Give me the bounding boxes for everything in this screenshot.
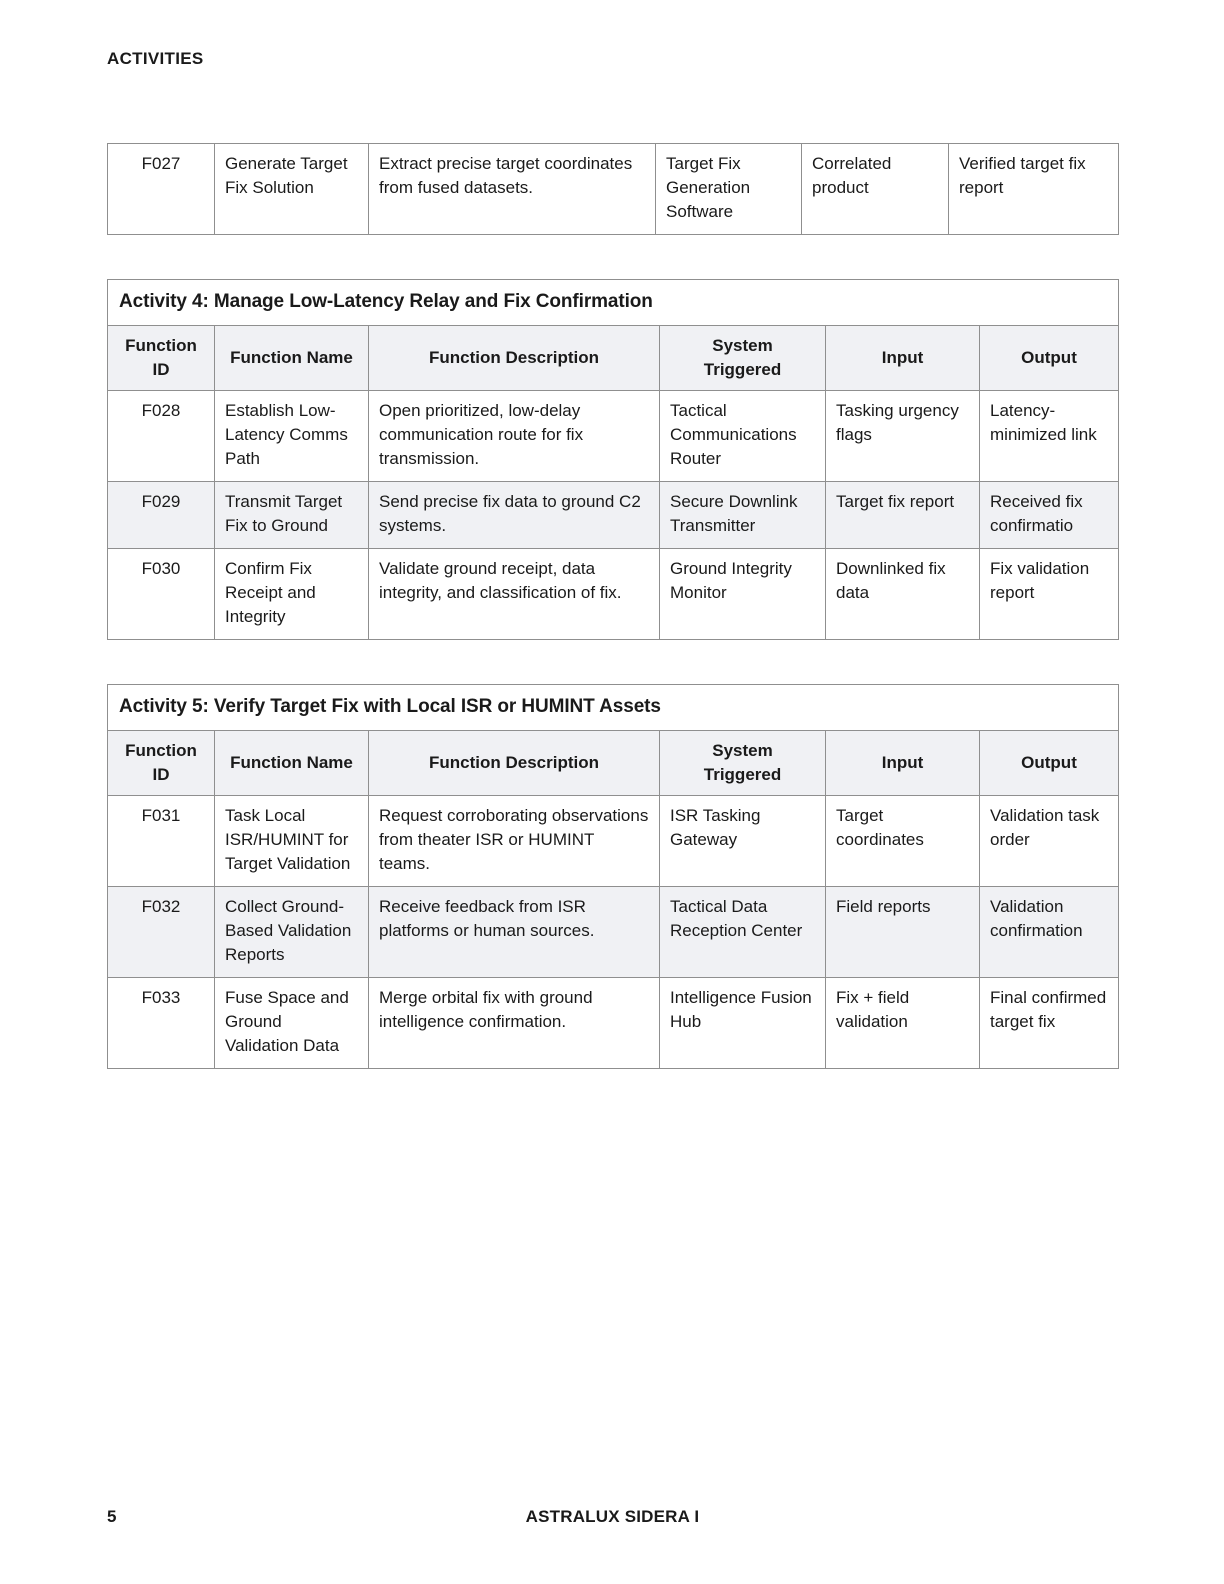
column-header-input: Input xyxy=(826,731,980,796)
function-id-cell: F031 xyxy=(108,796,215,887)
system-triggered-cell: Tactical Communications Router xyxy=(660,391,826,482)
function-description-cell: Open prioritized, low-delay communication route for fix transmission. xyxy=(369,391,660,482)
table-row xyxy=(108,549,1119,640)
input-cell: Field reports xyxy=(826,887,980,978)
input-cell: Tasking urgency flags xyxy=(826,391,980,482)
activity-table-4 xyxy=(107,279,1119,640)
function-name-cell: Confirm Fix Receipt and Integrity xyxy=(215,549,369,640)
page-section-header: ACTIVITIES xyxy=(107,49,204,68)
column-header-system-triggered: System Triggered xyxy=(660,326,826,391)
activity-title-row xyxy=(108,685,1119,731)
function-description-cell: Send precise fix data to ground C2 systems. xyxy=(369,482,660,549)
tables-container xyxy=(107,143,1118,1069)
input-cell: Target coordinates xyxy=(826,796,980,887)
function-id-cell: F029 xyxy=(108,482,215,549)
column-header-function-name: Function Name xyxy=(215,731,369,796)
function-description-cell: Request corroborating observations from theater ISR or HUMINT teams. xyxy=(369,796,660,887)
function-id-cell: F030 xyxy=(108,549,215,640)
function-name-cell: Fuse Space and Ground Validation Data xyxy=(215,978,369,1069)
system-triggered-cell: Ground Integrity Monitor xyxy=(660,549,826,640)
column-header-output: Output xyxy=(980,326,1119,391)
function-id-cell: F033 xyxy=(108,978,215,1069)
table-row xyxy=(108,978,1119,1069)
function-id-cell: F027 xyxy=(108,144,215,235)
column-header-output: Output xyxy=(980,731,1119,796)
system-triggered-cell: Target Fix Generation Software xyxy=(656,144,802,235)
table-row xyxy=(108,391,1119,482)
column-header-input: Input xyxy=(826,326,980,391)
column-header-function-name: Function Name xyxy=(215,326,369,391)
input-cell: Target fix report xyxy=(826,482,980,549)
output-cell: Fix validation report xyxy=(980,549,1119,640)
function-name-cell: Establish Low-Latency Comms Path xyxy=(215,391,369,482)
function-description-cell: Extract precise target coordinates from fused datasets. xyxy=(369,144,656,235)
page-footer xyxy=(107,1507,1118,1527)
output-cell: Received fix confirmatio xyxy=(980,482,1119,549)
function-description-cell: Receive feedback from ISR platforms or human sources. xyxy=(369,887,660,978)
column-header-system-triggered: System Triggered xyxy=(660,731,826,796)
function-description-cell: Merge orbital fix with ground intelligence confirmation. xyxy=(369,978,660,1069)
function-name-cell: Task Local ISR/HUMINT for Target Validation xyxy=(215,796,369,887)
footer-doc-title: ASTRALUX SIDERA I xyxy=(525,1507,700,1526)
function-id-cell: F028 xyxy=(108,391,215,482)
output-cell: Final confirmed target fix xyxy=(980,978,1119,1069)
system-triggered-cell: Secure Downlink Transmitter xyxy=(660,482,826,549)
column-header-function-id: Function ID xyxy=(108,326,215,391)
function-name-cell: Collect Ground-Based Validation Reports xyxy=(215,887,369,978)
activity-table-title: Activity 5: Verify Target Fix with Local ISR or HUMINT Assets xyxy=(108,685,1119,731)
function-name-cell: Transmit Target Fix to Ground xyxy=(215,482,369,549)
input-cell: Correlated product xyxy=(802,144,949,235)
column-header-function-id: Function ID xyxy=(108,731,215,796)
system-triggered-cell: Intelligence Fusion Hub xyxy=(660,978,826,1069)
system-triggered-cell: Tactical Data Reception Center xyxy=(660,887,826,978)
activity-title-row xyxy=(108,280,1119,326)
input-cell: Downlinked fix data xyxy=(826,549,980,640)
table-row xyxy=(108,887,1119,978)
function-id-cell: F032 xyxy=(108,887,215,978)
function-description-cell: Validate ground receipt, data integrity, and classification of fix. xyxy=(369,549,660,640)
column-header-row xyxy=(108,731,1119,796)
column-header-function-description: Function Description xyxy=(369,731,660,796)
page-number: 5 xyxy=(107,1507,117,1526)
activity-table-5 xyxy=(107,684,1119,1069)
output-cell: Validation confirmation xyxy=(980,887,1119,978)
column-header-row xyxy=(108,326,1119,391)
system-triggered-cell: ISR Tasking Gateway xyxy=(660,796,826,887)
function-name-cell: Generate Target Fix Solution xyxy=(215,144,369,235)
continuation-table xyxy=(107,143,1119,235)
output-cell: Validation task order xyxy=(980,796,1119,887)
output-cell: Latency-minimized link xyxy=(980,391,1119,482)
activity-table-title: Activity 4: Manage Low-Latency Relay and Fix Confirmation xyxy=(108,280,1119,326)
table-row xyxy=(108,796,1119,887)
input-cell: Fix + field validation xyxy=(826,978,980,1069)
table-row xyxy=(108,482,1119,549)
table-row xyxy=(108,144,1119,235)
output-cell: Verified target fix report xyxy=(949,144,1119,235)
column-header-function-description: Function Description xyxy=(369,326,660,391)
